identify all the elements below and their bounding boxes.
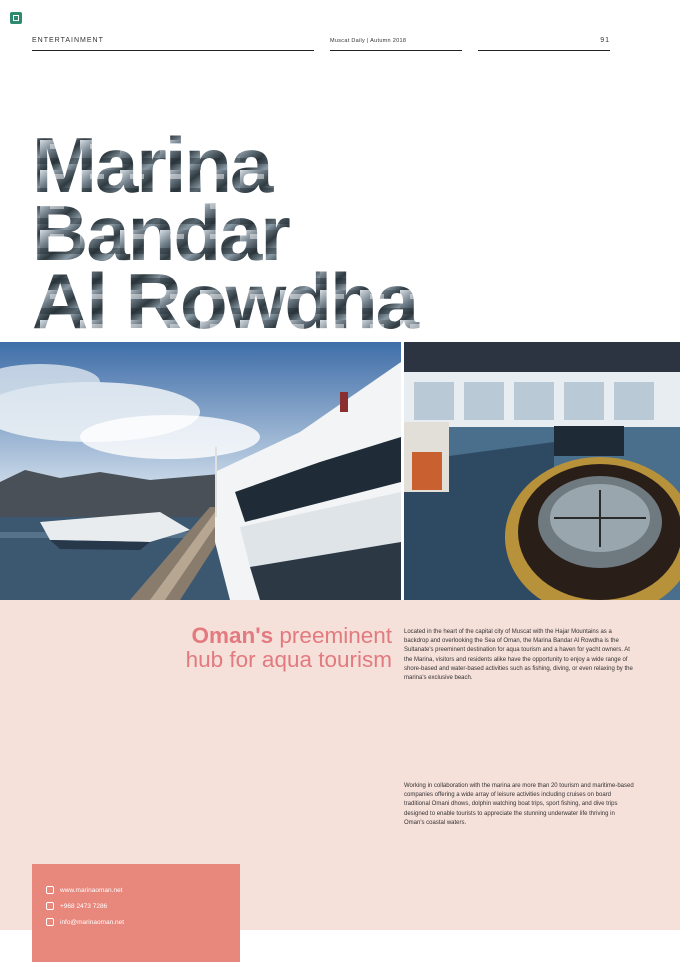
contact-website[interactable] [46, 884, 123, 896]
feature-title [0, 110, 460, 335]
contact-phone-text: +968 2473 7286 [60, 902, 108, 910]
globe-icon [46, 886, 54, 894]
publication-logo-icon [10, 12, 22, 24]
body-paragraph-2: Working in collaboration with the marina are more than 20 tourism and maritime-based companies offering a wide array of leisure activities including cruises on board traditional Omani dhows, dolphin watching boat trips, sport fishing, and dive trips designed to enable tourists to appreciate the stunning underwater life thriving in Oman's coastal waters. [404, 783, 634, 826]
subhead-strong: Oman's [191, 623, 274, 648]
subheadline [138, 624, 392, 672]
contact-box [32, 864, 240, 962]
contact-email-text: info@marinaoman.net [60, 918, 125, 926]
body-paragraph-1: Located in the heart of the capital city of Muscat with the Hajar Mountains as a backdrop and overlooking the Sea of Oman, the Marina Bandar Al Rowdha is the Sultanate's preeminent destination for aqua tourism and a haven for yacht owners. At the Marina, visitors and residents alike have the opportunity to enjoy a wide range of shore-based and water-based activities such as fishing, diving, or even relaxing by the marina's exclusive beach. [404, 629, 633, 682]
section-label: ENTERTAINMENT [32, 36, 314, 51]
yacht-interior-photo [404, 342, 680, 600]
contact-email[interactable] [46, 916, 124, 928]
subhead-rest-1: preeminent [279, 623, 392, 648]
mail-icon [46, 918, 54, 926]
title-line-2: Bandar [32, 189, 289, 277]
phone-icon [46, 902, 54, 910]
marina-photo [0, 342, 401, 600]
contact-website-text: www.marinaoman.net [60, 886, 123, 894]
title-line-1: Marina [32, 121, 272, 209]
subhead-rest-2: hub for aqua tourism [185, 647, 392, 672]
publication-label: Muscat Daily | Autumn 2018 [330, 36, 462, 51]
contact-phone[interactable] [46, 900, 107, 912]
page-number: 91 [478, 36, 610, 51]
title-line-3: Al Rowdha [32, 257, 417, 335]
